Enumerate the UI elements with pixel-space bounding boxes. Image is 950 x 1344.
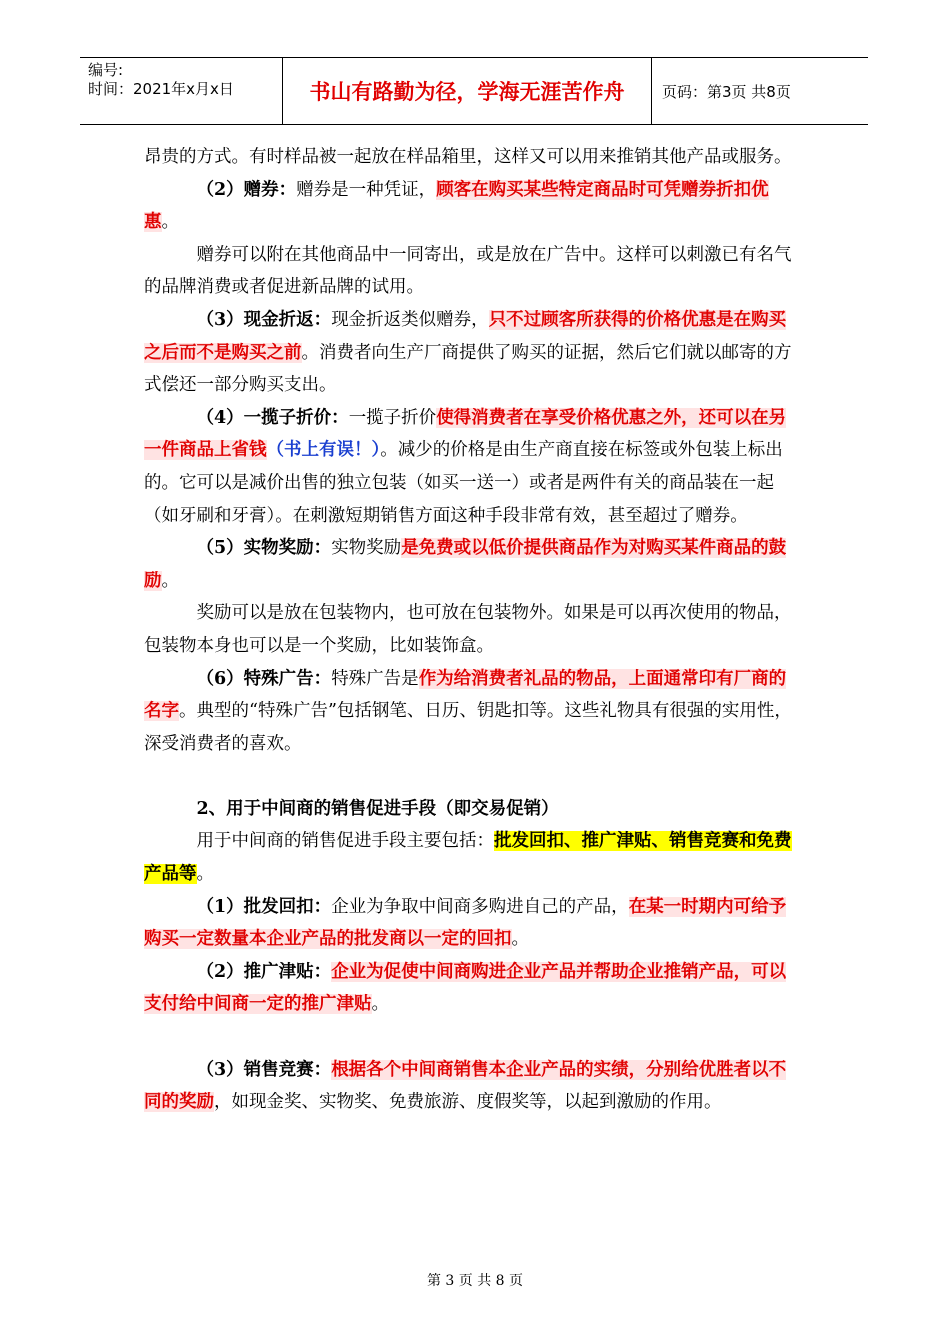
text: 。消费者向生产厂商提供了购买的证据，然后它们就以邮寄的方式偿还一部分购买支出。 [144, 342, 792, 396]
paragraph [144, 304, 796, 402]
item-label: （1）批发回扣： [196, 896, 332, 917]
paragraph [144, 891, 796, 956]
highlight: 批发回扣、推广津贴、销售竞赛和免费产品等 [144, 831, 792, 885]
text: 。 [371, 994, 389, 1015]
text: ，如现金奖、实物奖、免费旅游、度假奖等，以起到激励的作用。 [214, 1092, 722, 1113]
text: 用于中间商的销售促进手段主要包括： [196, 831, 494, 852]
item-label: （4）一揽子折价： [196, 407, 349, 428]
highlight: 企业为促使中间商购进企业产品并帮助企业推销产品，可以支付给中间商一定的推广津贴 [144, 961, 787, 1015]
text: 企业为争取中间商多购进自己的产品， [331, 896, 629, 917]
item-label: （5）实物奖励： [196, 538, 332, 559]
paragraph: 昂贵的方式。有时样品被一起放在样品箱里，这样又可以用来推销其他产品或服务。 [144, 147, 792, 167]
item-label: （3）销售竞赛： [196, 1059, 332, 1080]
text: 。 [511, 929, 529, 950]
section-title: 2、用于中间商的销售促进手段（即交易促销） [196, 798, 559, 819]
spacer [144, 1021, 796, 1054]
highlight: 作为给消费者礼品的物品，上面通常印有厂商的名字 [144, 668, 787, 722]
text: 。典型的“特殊广告”包括钢笔、日历、钥匙扣等。这些礼物具有很强的实用性，深受消费者的喜欢。 [144, 701, 792, 754]
page-footer: 第 3 页 共 8 页 [426, 1273, 524, 1289]
text: 赠券是一种凭证， [296, 179, 437, 200]
text: 实物奖励 [331, 538, 402, 559]
text: 一揽子折价 [348, 407, 437, 428]
highlight: 根据各个中间商销售本企业产品的实绩，分别给优胜者以不同的奖励 [144, 1059, 787, 1113]
text: 。 [196, 864, 214, 885]
paragraph [144, 174, 796, 239]
text: 特殊广告是 [331, 668, 419, 689]
highlight: 只不过顾客所获得的价格优惠是在购买之后而不是购买之前 [144, 309, 787, 363]
paragraph [144, 956, 796, 1021]
header-meta [80, 58, 283, 124]
item-label: （6）特殊广告： [196, 668, 332, 689]
page-header [80, 57, 868, 125]
item-label: （3）现金折返： [196, 309, 332, 330]
header-page-info: 页码：第3页 共8页 [662, 82, 791, 101]
text: 。 [161, 570, 179, 591]
paragraph: 赠券可以附在其他商品中一同寄出，或是放在广告中。这样可以刺激已有名气的品牌消费或者促进新品牌的试用。 [144, 244, 792, 298]
text: 。减少的价格是由生产商直接在标签或外包装上标出的。它可以是减价出售的独立包装（如买一送一）或者是两件有关的商品装在一起（如牙刷和牙膏）。在刺激短期销售方面这种手段非常有效，甚至超过了赠券。 [144, 440, 783, 526]
item-label: （2）赠券： [196, 179, 297, 200]
header-motto: 书山有路勤为径，学海无涯苦作舟 [283, 58, 652, 124]
document-body [144, 141, 796, 1119]
text: 现金折返类似赠券， [331, 309, 489, 330]
highlight: 顾客在购买某些特定商品时可凭赠券折扣优惠 [144, 179, 769, 233]
note: （书上有误！） [266, 440, 381, 461]
text: 。 [161, 212, 179, 233]
item-label: （2）推广津贴： [196, 961, 332, 982]
time-label: 时间：2021年x月x日 [88, 80, 234, 98]
highlight: 在某一时期内可给予购买一定数量本企业产品的批发商以一定的回扣 [144, 896, 787, 950]
paragraph [144, 402, 796, 532]
highlight: 是免费或以低价提供商品作为对购买某件商品的鼓励 [144, 538, 787, 591]
paragraph [144, 825, 796, 890]
paragraph [144, 532, 796, 597]
number-label: 编号: [88, 61, 124, 79]
paragraph: 奖励可以是放在包装物内，也可放在包装物外。如果是可以再次使用的物品，包装物本身也可以是一个奖励，比如装饰盒。 [144, 603, 792, 656]
paragraph [144, 1054, 796, 1119]
paragraph [144, 663, 796, 761]
spacer [144, 760, 796, 793]
highlight: 使得消费者在享受价格优惠之外，还可以在另一件商品上省钱 [144, 407, 787, 461]
